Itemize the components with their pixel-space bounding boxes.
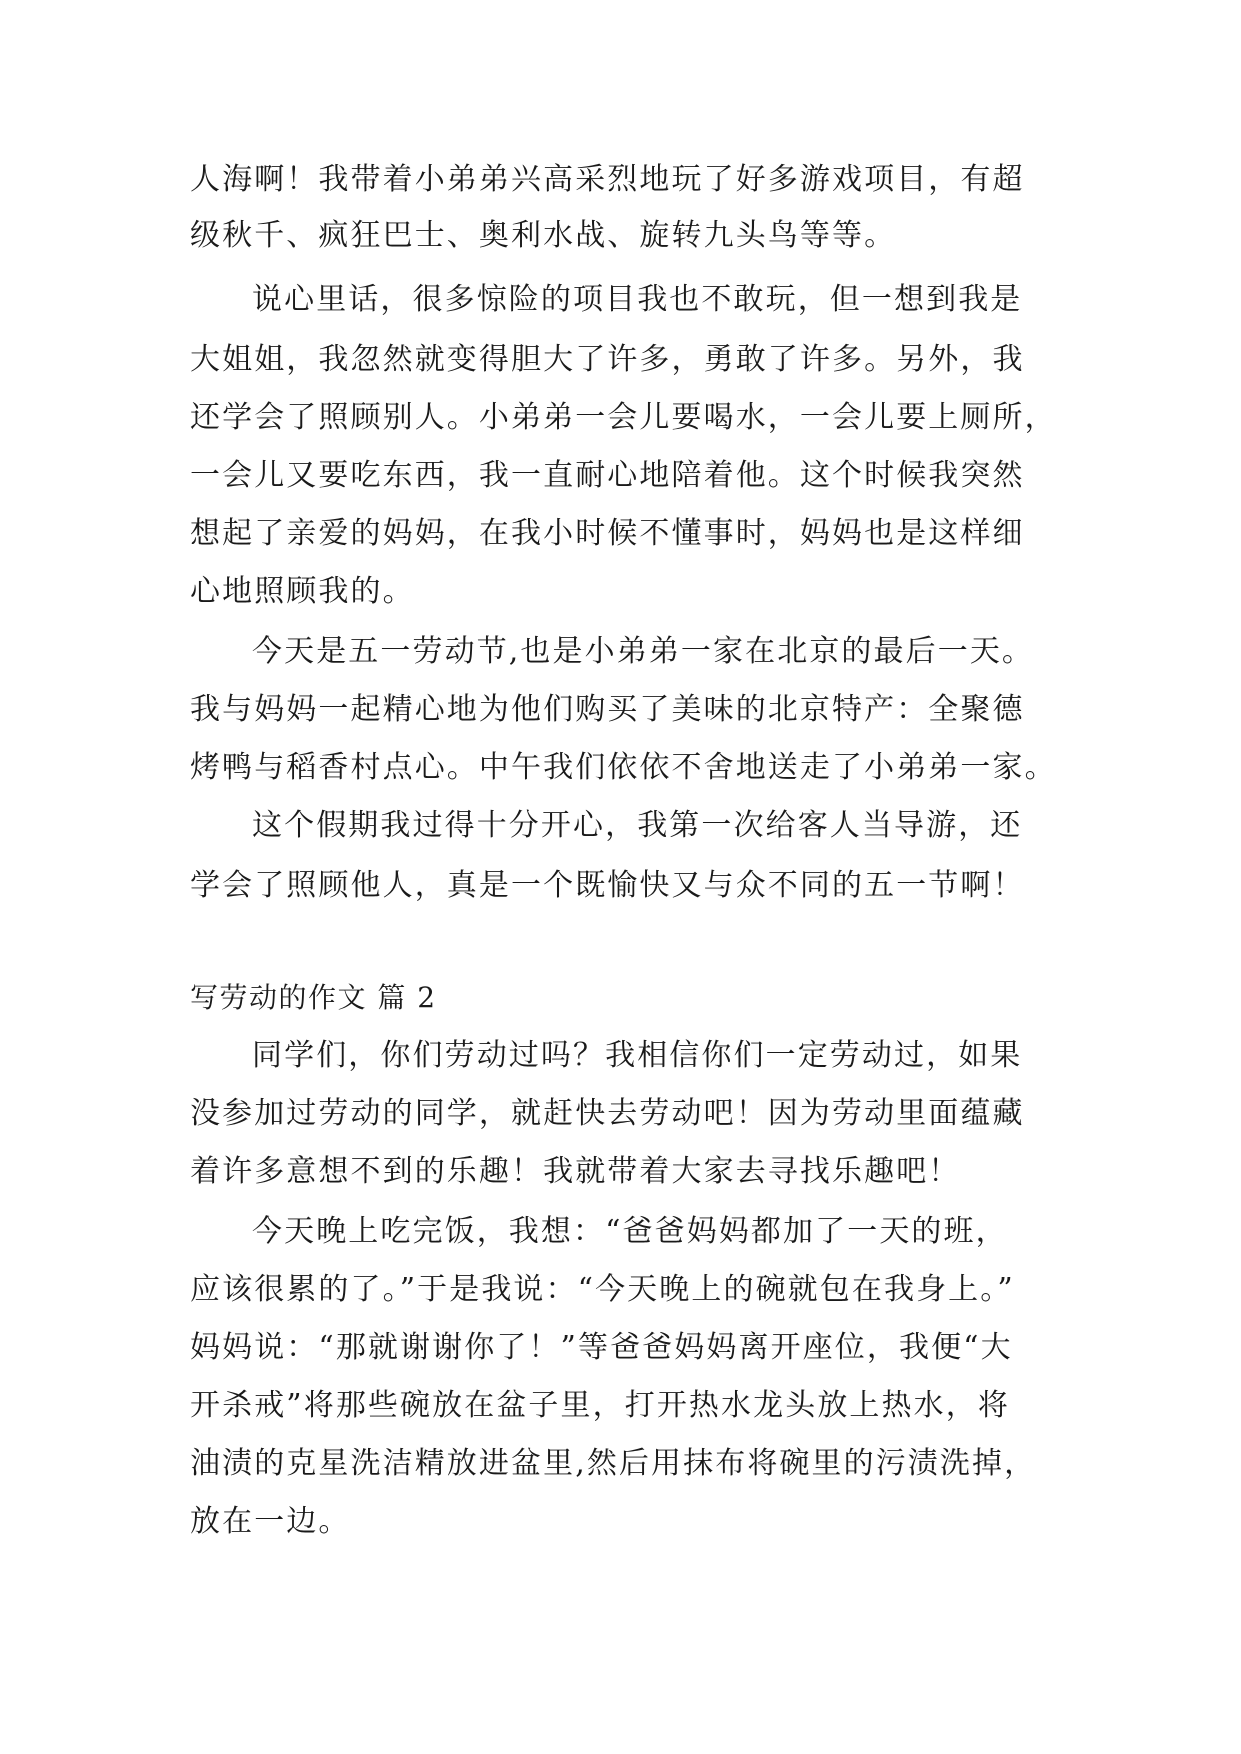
text-line: 没参加过劳动的同学，就赶快去劳动吧！因为劳动里面蕴藏	[190, 1096, 1025, 1131]
text-line: 着许多意想不到的乐趣！我就带着大家去寻找乐趣吧！	[190, 1154, 961, 1189]
text-line: 应该很累的了。”于是我说：“今天晚上的碗就包在我身上。”	[190, 1272, 1015, 1307]
text-line: 油渍的克星洗洁精放进盆里,然后用抹布将碗里的污渍洗掉，	[190, 1446, 1037, 1481]
paragraph-first-line: 说心里话，很多惊险的项目我也不敢玩，但一想到我是	[252, 282, 1023, 317]
text-line: 妈妈说：“那就谢谢你了！”等爸爸妈妈离开座位，我便“大	[190, 1330, 1013, 1365]
text-line: 级秋千、疯狂巴士、奥利水战、旋转九头鸟等等。	[190, 218, 897, 253]
text-line: 一会儿又要吃东西，我一直耐心地陪着他。这个时候我突然	[190, 458, 1025, 493]
text-line: 放在一边。	[190, 1504, 351, 1539]
section-heading: 写劳动的作文 篇 2	[190, 981, 437, 1014]
text-line: 还学会了照顾别人。小弟弟一会儿要喝水，一会儿要上厕所，	[190, 400, 1057, 435]
paragraph-first-line: 这个假期我过得十分开心，我第一次给客人当导游，还	[252, 808, 1023, 843]
text-line: 心地照顾我的。	[190, 574, 415, 609]
paragraph-first-line: 今天晚上吃完饭，我想：“爸爸妈妈都加了一天的班，	[252, 1214, 1008, 1249]
text-line: 大姐姐，我忽然就变得胆大了许多，勇敢了许多。另外，我	[190, 342, 1025, 377]
text-line: 学会了照顾他人，真是一个既愉快又与众不同的五一节啊！	[190, 868, 1025, 903]
paragraph-first-line: 同学们，你们劳动过吗？我相信你们一定劳动过，如果	[252, 1038, 1023, 1073]
paragraph-first-line: 今天是五一劳动节,也是小弟弟一家在北京的最后一天。	[252, 634, 1035, 669]
text-line: 烤鸭与稻香村点心。中午我们依依不舍地送走了小弟弟一家。	[190, 750, 1057, 785]
text-line: 我与妈妈一起精心地为他们购买了美味的北京特产：全聚德	[190, 692, 1025, 727]
text-line: 人海啊！我带着小弟弟兴高采烈地玩了好多游戏项目，有超	[190, 162, 1025, 197]
text-line: 开杀戒”将那些碗放在盆子里，打开热水龙头放上热水，将	[190, 1388, 1010, 1423]
text-line: 想起了亲爱的妈妈，在我小时候不懂事时，妈妈也是这样细	[190, 516, 1025, 551]
